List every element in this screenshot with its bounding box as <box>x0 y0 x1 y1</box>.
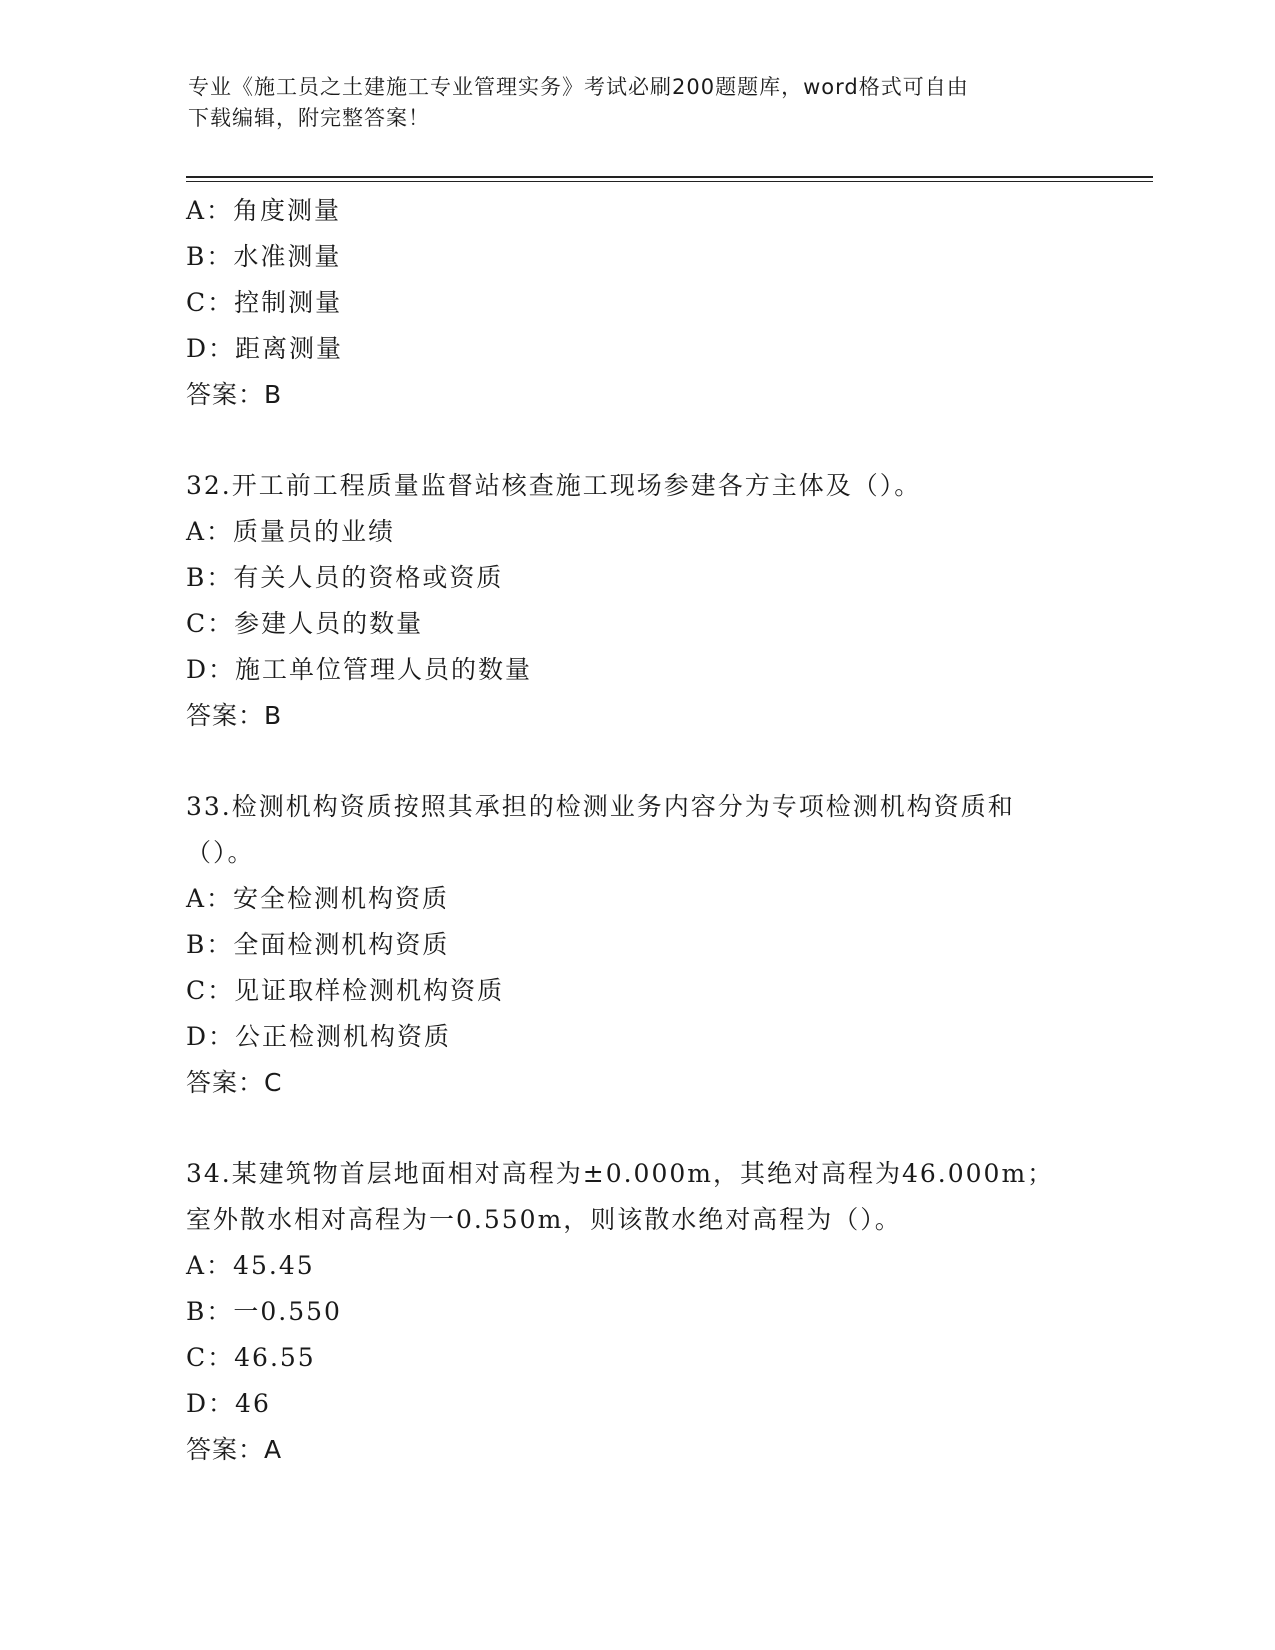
option-c: C：控制测量 <box>186 288 343 317</box>
question-stem: 33.检测机构资质按照其承担的检测业务内容分为专项检测机构资质和 <box>186 792 1015 821</box>
answer: 答案：B <box>186 380 283 409</box>
option-c: C：46.55 <box>186 1343 316 1372</box>
answer: 答案：B <box>186 701 283 730</box>
header-rule-thin <box>186 181 1153 182</box>
option-b: B：有关人员的资格或资质 <box>186 563 504 592</box>
option-a: A：安全检测机构资质 <box>186 884 450 913</box>
question-stem-continued: （）。 <box>186 838 255 867</box>
option-d: D：施工单位管理人员的数量 <box>186 655 533 684</box>
option-a: A：角度测量 <box>186 196 342 225</box>
page-header <box>188 72 1088 134</box>
question-32 <box>186 463 1086 739</box>
option-d: D：公正检测机构资质 <box>186 1022 452 1051</box>
spacer <box>186 1106 1086 1151</box>
question-34 <box>186 1151 1086 1473</box>
option-a: A：45.45 <box>186 1251 315 1280</box>
header-line-2: 下载编辑，附完整答案！ <box>188 106 430 130</box>
spacer <box>186 418 1086 463</box>
question-content <box>186 188 1086 1473</box>
question-stem-continued: 室外散水相对高程为一0.550m，则该散水绝对高程为（）。 <box>186 1205 902 1234</box>
question-stem: 32.开工前工程质量监督站核查施工现场参建各方主体及（）。 <box>186 471 922 500</box>
option-d: D：距离测量 <box>186 334 344 363</box>
question-31 <box>186 188 1086 418</box>
answer: 答案：A <box>186 1435 283 1464</box>
option-c: C：见证取样检测机构资质 <box>186 976 505 1005</box>
spacer <box>186 739 1086 784</box>
option-c: C：参建人员的数量 <box>186 609 424 638</box>
question-33 <box>186 784 1086 1106</box>
header-rule <box>186 176 1153 178</box>
header-line-1: 专业《施工员之土建施工专业管理实务》考试必刷200题题库，word格式可自由 <box>188 75 969 99</box>
question-stem: 34.某建筑物首层地面相对高程为±0.000m，其绝对高程为46.000m； <box>186 1159 1055 1188</box>
option-b: B：全面检测机构资质 <box>186 930 450 959</box>
answer: 答案：C <box>186 1068 283 1097</box>
option-b: B：水准测量 <box>186 242 342 271</box>
option-a: A：质量员的业绩 <box>186 517 396 546</box>
option-d: D：46 <box>186 1389 271 1418</box>
option-b: B：一0.550 <box>186 1297 342 1326</box>
